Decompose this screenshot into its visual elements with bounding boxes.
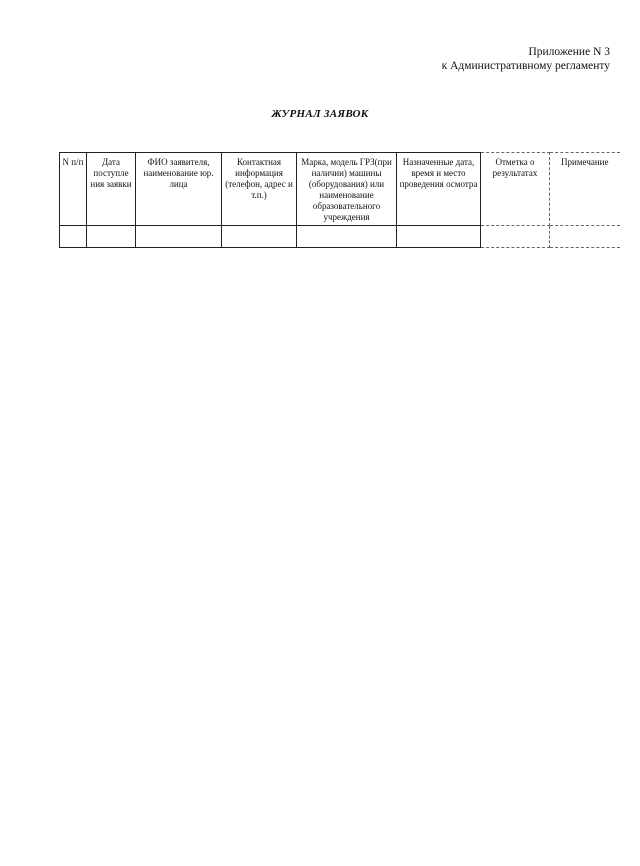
appendix-line-1: Приложение N 3 (528, 46, 610, 58)
header-cell-date: Дата поступле ния заявки (87, 153, 136, 226)
header-cell-applicant: ФИО заявителя, наименование юр. лица (136, 153, 222, 226)
table-cell (397, 226, 481, 248)
table-cell (297, 226, 397, 248)
table-cell (481, 226, 550, 248)
table-row (60, 226, 620, 248)
table-cell (87, 226, 136, 248)
table-cell (550, 226, 620, 248)
table-cell (136, 226, 222, 248)
header-cell-number: N п/п (60, 153, 87, 226)
document-title: ЖУРНАЛ ЗАЯВОК (271, 108, 369, 120)
header-cell-inspection: Назначенные дата, время и место проведения осмотра (397, 153, 481, 226)
table-cell (60, 226, 87, 248)
header-cell-results: Отметка о результатах (481, 153, 550, 226)
table-cell (222, 226, 297, 248)
appendix-line-2: к Административному регламенту (441, 60, 610, 72)
appendix-note (442, 45, 610, 73)
header-cell-vehicle: Марка, модель ГРЗ(при наличии) машины (оборудования) или наименование образовательного учреждения (297, 153, 397, 226)
journal-table (59, 152, 620, 248)
header-cell-contact: Контактная информация (телефон, адрес и т.п.) (222, 153, 297, 226)
table-header-row (60, 153, 620, 226)
header-cell-notes: Примечание (550, 153, 620, 226)
